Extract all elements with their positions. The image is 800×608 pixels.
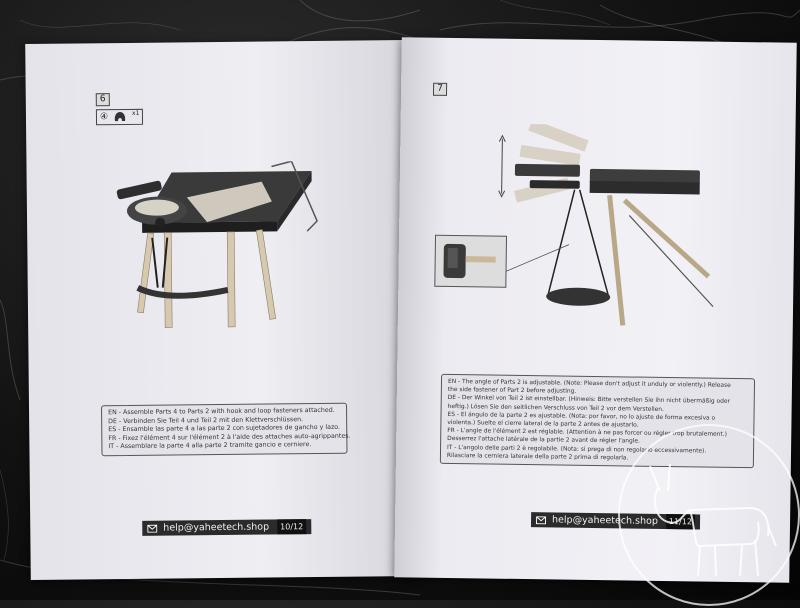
part-icon-box bbox=[96, 109, 144, 125]
donkey-icon bbox=[620, 426, 798, 604]
instruction-it: IT - Assemblare la parte 4 alla parte 2 tramite gancio e cerniere. bbox=[108, 441, 312, 451]
instruction-es-2: violenta.) Suelte el cierre lateral de la parte 2 antes de ajustarlo. bbox=[447, 419, 639, 429]
step-number-box: 7 bbox=[433, 83, 447, 96]
page-number: 11/12 bbox=[666, 514, 695, 529]
left-manual-page bbox=[25, 40, 417, 580]
step-number-box: 6 bbox=[96, 93, 110, 106]
instruction-box bbox=[101, 403, 351, 457]
support-email: help@yaheetech.shop bbox=[163, 521, 270, 534]
instruction-fr: FR - Fixez l'élément 4 sur l'élément 2 à l'aide des attaches auto-agrippantes. bbox=[108, 432, 351, 442]
massage-table-illustration bbox=[111, 161, 343, 343]
instruction-en-2: the side fastener of Part 2 before adjusting. bbox=[447, 387, 577, 395]
instruction-es-1: ES - El ángulo de la parte 2 es ajustable. (Nota: por favor, no lo ajuste de forma excesiva o bbox=[447, 411, 716, 422]
fastener-detail bbox=[435, 236, 506, 287]
instruction-fr-1: FR - L'angle de l'élément 2 est réglable. (Attention à ne pas forcer ou régler trop brutalement.) bbox=[447, 428, 727, 439]
quantity-label: x1 bbox=[131, 109, 140, 117]
detail-callout bbox=[434, 235, 507, 288]
instruction-es: ES - Ensamble las parte 4 a las parte 2 con sujetadores de gancho y lazo. bbox=[108, 423, 341, 434]
instruction-en-1: EN - The angle of Parts 2 is adjustable. (Note: Please don't adjust it unduly or violently.) Release bbox=[447, 378, 731, 389]
instruction-de: DE - Verbinden Sie Teil 4 und Teil 2 mit den Klettverschlüssen. bbox=[108, 415, 304, 425]
part-marker: ④ bbox=[99, 112, 109, 123]
instruction-de-1: DE - Der Winkel von Teil 2 ist einstellbar. (Hinweis: Bitte verstellen Sie ihn nicht übermäßig oder bbox=[447, 395, 730, 406]
headrest-icon bbox=[113, 111, 127, 123]
support-email: help@yaheetech.shop bbox=[551, 514, 658, 527]
instruction-it-1: IT - L'angolo delle parti 2 è regolabile. (Nota: si prega di non regolarlo eccessivamente). bbox=[447, 444, 707, 455]
instruction-de-2: heftig.) Lösen Sie den seitlichen Verschluss von Teil 2 vor dem Verstellen. bbox=[447, 403, 664, 413]
instruction-it-2: Rilasciare la cerniera laterale della parte 2 prima di regolarla. bbox=[446, 452, 629, 462]
envelope-icon bbox=[147, 524, 157, 532]
instruction-fr-2: Desserrez l'attache latérale de la partie 2 avant de régler l'angle. bbox=[447, 436, 640, 446]
envelope-icon bbox=[536, 516, 546, 524]
page-number: 10/12 bbox=[277, 519, 306, 534]
support-email-badge bbox=[142, 519, 311, 536]
instruction-en: EN - Assemble Parts 4 to Parts 2 with hook and loop fasteners attached. bbox=[108, 406, 335, 417]
angle-adjustment-illustration bbox=[428, 123, 721, 337]
watermark-badge bbox=[618, 424, 800, 606]
